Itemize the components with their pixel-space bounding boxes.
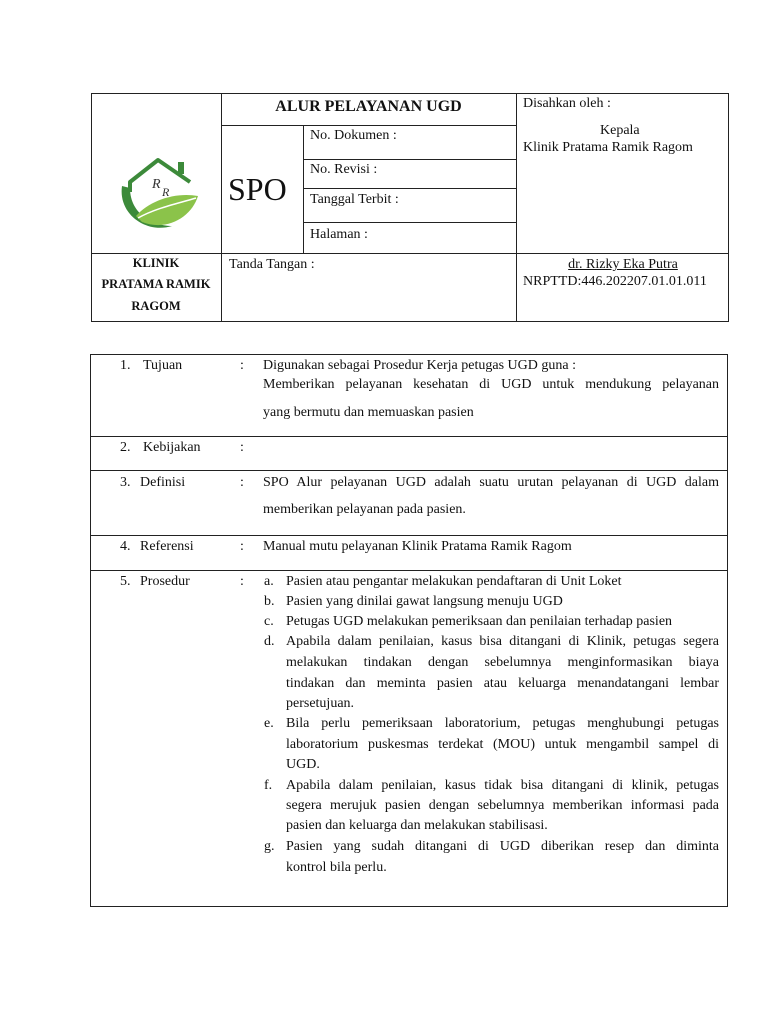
tujuan-colon: :	[240, 358, 244, 373]
prosedur-item-f-line-2: segera merujuk pasien dengan sebelumnya memberikan informasi pada	[286, 798, 719, 813]
kebijakan-label: Kebijakan	[143, 440, 201, 455]
spo-label: SPO	[228, 171, 287, 207]
prosedur-colon: :	[240, 574, 244, 589]
referensi-label: Referensi	[140, 539, 194, 554]
tujuan-line-2: Memberikan pelayanan kesehatan di UGD untuk mendukung pelayanan	[263, 377, 719, 392]
prosedur-item-d-line-3: tindakan dan meminta pasien atau keluarga menandatangani lembar	[286, 676, 719, 691]
prosedur-item-f-letter: f.	[264, 778, 273, 793]
signer-name: dr. Rizky Eka Putra	[568, 257, 678, 272]
kebijakan-number: 2.	[120, 440, 131, 455]
tujuan-label: Tujuan	[143, 358, 183, 373]
svg-text:R: R	[152, 177, 161, 192]
prosedur-item-e-letter: e.	[264, 716, 274, 731]
prosedur-item-d-line-1: Apabila dalam penilaian, kasus bisa ditangani di Klinik, petugas segera	[286, 634, 719, 649]
prosedur-item-d-line-2: melakukan tindakan dengan sebelumnya menginformasikan biaya	[286, 655, 719, 670]
tanggal-terbit-label: Tanggal Terbit :	[310, 192, 399, 207]
kebijakan-colon: :	[240, 440, 244, 455]
definisi-label: Definisi	[140, 475, 186, 490]
prosedur-item-b-line-1: Pasien yang dinilai gawat langsung menuju UGD	[286, 594, 563, 609]
prosedur-item-g-line-1: Pasien yang sudah ditangani di UGD diberikan resep dan diminta	[286, 839, 719, 854]
prosedur-item-e-line-2: laboratorium puskesmas terdekat (MOU) untuk mengambil sampel di	[286, 737, 719, 752]
prosedur-label: Prosedur	[140, 574, 190, 589]
klinik-name: Klinik Pratama Ramik Ragom	[523, 140, 693, 155]
definisi-number: 3.	[120, 475, 131, 490]
tujuan-line-1: Digunakan sebagai Prosedur Kerja petugas UGD guna :	[263, 358, 576, 373]
definisi-line-1: SPO Alur pelayanan UGD adalah suatu urutan pelayanan di UGD dalam	[263, 475, 719, 490]
no-revisi-label: No. Revisi :	[310, 162, 378, 177]
referensi-number: 4.	[120, 539, 131, 554]
document-title: ALUR PELAYANAN UGD	[275, 98, 462, 115]
halaman-label: Halaman :	[310, 227, 368, 242]
prosedur-item-a-letter: a.	[264, 574, 274, 589]
tanda-tangan-label: Tanda Tangan :	[229, 257, 315, 272]
no-dokumen-label: No. Dokumen :	[310, 128, 397, 143]
prosedur-number: 5.	[120, 574, 131, 589]
prosedur-item-d-line-4: persetujuan.	[286, 696, 355, 711]
prosedur-item-f-line-3: pasien dan keluarga dan melakukan stabilisasi.	[286, 818, 548, 833]
tujuan-number: 1.	[120, 358, 131, 373]
prosedur-item-g-line-2: kontrol bila perlu.	[286, 860, 387, 875]
prosedur-item-b-letter: b.	[264, 594, 275, 609]
clinic-logo	[116, 152, 202, 234]
prosedur-item-a-line-1: Pasien atau pengantar melakukan pendaftaran di Unit Loket	[286, 574, 622, 589]
definisi-line-2: memberikan pelayanan pada pasien.	[263, 502, 466, 517]
definisi-colon: :	[240, 475, 244, 490]
prosedur-item-c-line-1: Petugas UGD melakukan pemeriksaan dan penilaian terhadap pasien	[286, 614, 673, 629]
tujuan-line-3: yang bermutu dan memuaskan pasien	[263, 405, 474, 420]
disahkan-oleh-label: Disahkan oleh :	[523, 96, 611, 111]
clinic-label-line-2: PRATAMA RAMIK	[101, 277, 211, 291]
signer-nrp: NRPTTD:446.202207.01.01.011	[523, 274, 707, 289]
prosedur-item-d-letter: d.	[264, 634, 275, 649]
clinic-label-line-1: KLINIK	[132, 256, 180, 270]
referensi-text: Manual mutu pelayanan Klinik Pratama Ramik Ragom	[263, 539, 572, 554]
prosedur-item-e-line-3: UGD.	[286, 757, 320, 772]
referensi-colon: :	[240, 539, 244, 554]
prosedur-item-f-line-1: Apabila dalam penilaian, kasus tidak bisa ditangani di klinik, petugas	[286, 778, 719, 793]
prosedur-item-e-line-1: Bila perlu pemeriksaan laboratorium, petugas menghubungi petugas	[286, 716, 719, 731]
prosedur-item-c-letter: c.	[264, 614, 274, 629]
svg-text:R: R	[162, 185, 170, 199]
clinic-label-line-3: RAGOM	[131, 299, 181, 313]
kepala-label: Kepala	[600, 123, 640, 138]
prosedur-item-g-letter: g.	[264, 839, 275, 854]
